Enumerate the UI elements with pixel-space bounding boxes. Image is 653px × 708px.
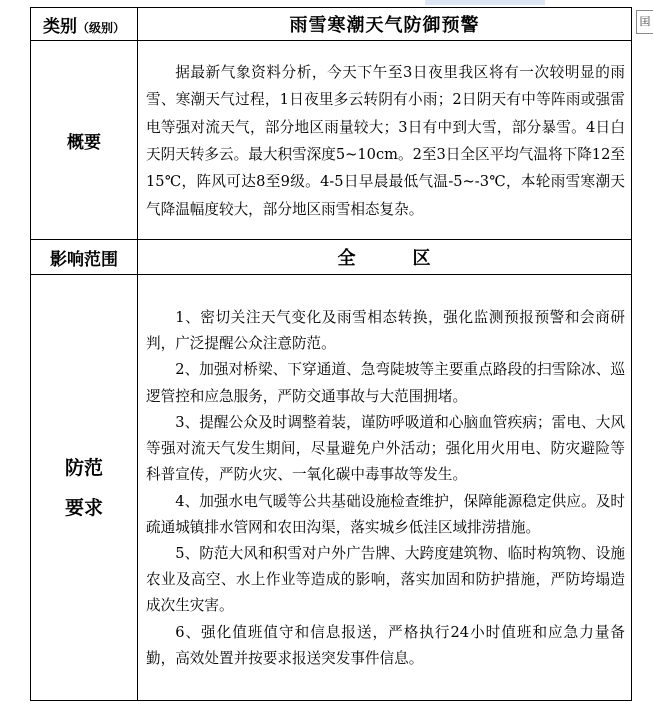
scope-label: 影响范围 (31, 240, 138, 275)
requirements-row (31, 275, 632, 701)
requirement-item-2: 2、加强对桥梁、下穿通道、急弯陡坡等主要重点路段的扫雪除冰、巡逻管控和应急服务，严防交通事故与大范围拥堵。 (146, 361, 625, 405)
requirement-item-1: 1、密切关注天气变化及雨雪相态转换，强化监测预报预警和会商研判，广泛提醒公众注意防范。 (146, 309, 625, 353)
selection-highlight (425, 0, 545, 5)
scope-row (31, 240, 632, 275)
requirements-label (31, 275, 138, 701)
requirement-item-4: 4、加强水电气暖等公共基础设施检查维护，保障能源稳定供应。及时疏通城镇排水管网和农田沟渠，落实城乡低洼区域排涝措施。 (146, 492, 625, 536)
category-header (31, 8, 138, 41)
summary-row (31, 41, 632, 240)
cropped-heading (28, 0, 338, 6)
summary-cell (138, 41, 632, 240)
scope-value-char-1: 全 (337, 248, 357, 269)
requirements-label-line-1: 防范 (64, 456, 103, 479)
level-label: （级别） (76, 20, 125, 35)
category-label: 类别 (42, 16, 77, 37)
scope-value-char-2: 区 (412, 248, 432, 269)
cropped-heading-strip (0, 0, 653, 6)
requirements-label-line-2: 要求 (64, 496, 103, 519)
warning-table (30, 7, 632, 701)
requirements-cell (138, 275, 632, 701)
requirements-list (138, 303, 631, 672)
side-panel-tab[interactable]: 囯 (636, 10, 653, 34)
scope-value (138, 240, 632, 275)
requirement-item-5: 5、防范大风和积雪对户外广告牌、大跨度建筑物、临时构筑物、设施农业及高空、水上作业等造成的影响，落实加固和防护措施，严防垮塌造成次生灾害。 (146, 544, 625, 615)
summary-text: 据最新气象资料分析，今天下午至3日夜里我区将有一次较明显的雨雪、寒潮天气过程，1日夜里多云转阴有小雨；2日阴天有中等阵雨或强雷电等强对流天气，部分地区雨量较大；3日有中到大雪，部分暴雪。4日白天阴天转多云。最大积雪深度5~10cm。2至3日全区平均气温将下降12至15℃，阵风可达8至9级。4-5日早晨最低气温-5~-3℃，本轮雨雪寒潮天气降温幅度较大，部分地区雨雪相态复杂。 (146, 63, 625, 218)
requirement-item-3: 3、提醒公众及时调整着装，谨防呼吸道和心脑血管疾病；雷电、大风等强对流天气发生期间，尽量避免户外活动；强化用火用电、防灾避险等科普宣传，严防火灾、一氧化碳中毒事故等发生。 (146, 413, 625, 484)
summary-label: 概要 (31, 41, 138, 240)
warning-title: 雨雪寒潮天气防御预警 (138, 8, 632, 41)
requirement-item-6: 6、强化值班值守和信息报送，严格执行24小时值班和应急力量备勤，高效处置并按要求报送突发事件信息。 (146, 623, 625, 667)
header-row (31, 8, 632, 41)
